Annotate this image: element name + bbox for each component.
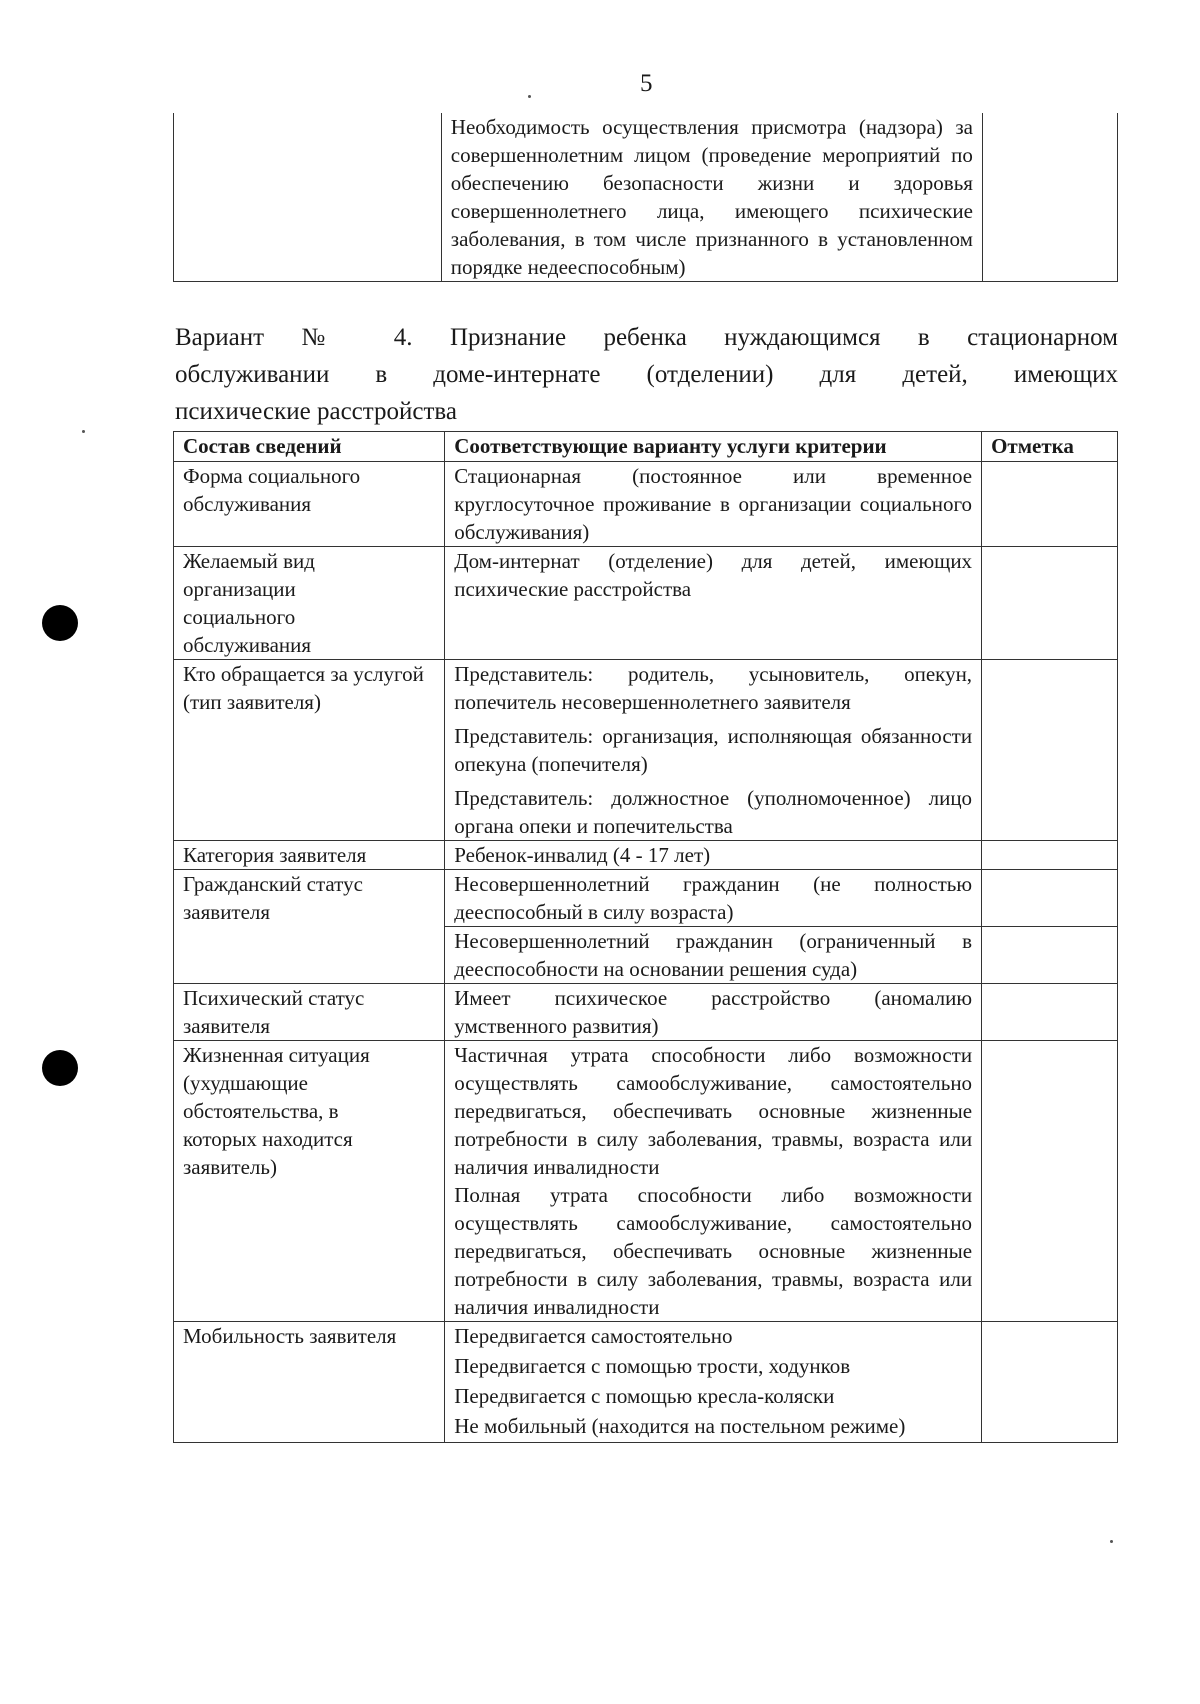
criteria-item: Передвигается самостоятельно [454, 1324, 733, 1348]
criteria-cell: Имеет психическое расстройство (аномалию умственного развития) [445, 984, 982, 1041]
punch-hole-top [42, 605, 78, 641]
row-label: Жизненная ситуация (ухудшающие обстоятельства, в которых находится заявитель) [174, 1041, 445, 1322]
mark-cell [982, 927, 1118, 984]
row-label: Мобильность заявителя [174, 1322, 445, 1443]
table-row [174, 841, 1118, 870]
variant-heading-line: Вариант № 4. Признание ребенка нуждающимся в стационарном [175, 324, 1118, 351]
row-label: Гражданский статус заявителя [174, 870, 445, 984]
criteria-cell [445, 1041, 982, 1322]
mark-cell [982, 841, 1118, 870]
criteria-item: Полная утрата способности либо возможности осуществлять самообслуживание, самостоятельно передвигаться, обеспечивать основные жизненные потребности в силу заболевания, травмы, возраста или наличия инвалидности [454, 1183, 973, 1319]
scan-speck [1110, 1540, 1113, 1543]
mark-cell [982, 1041, 1118, 1322]
variant-heading [175, 319, 1118, 430]
criteria-item: Представитель: организация, исполняющая обязанности опекуна (попечителя) [454, 724, 973, 776]
criteria-cell [445, 1322, 982, 1443]
row-label: Форма социального обслуживания [174, 462, 445, 547]
mark-cell [982, 660, 1118, 841]
table-row [174, 984, 1118, 1041]
criteria-cell: Дом-интернат (отделение) для детей, имеющих психические расстройства [445, 547, 982, 660]
table-row [174, 870, 1118, 927]
criteria-cell: Необходимость осуществления присмотра (надзора) за совершеннолетним лицом (проведение мероприятий по обеспечению безопасности жизни и здоровья совершеннолетнего лица, имеющего психические заболевания, в том числе признанного в установленном порядке недееспособным) [441, 113, 982, 282]
table-row [174, 113, 1118, 282]
criteria-cell [445, 660, 982, 841]
column-header-criteria: Соответствующие варианту услуги критерии [445, 432, 982, 462]
table-row [174, 547, 1118, 660]
criteria-cell: Ребенок-инвалид (4 - 17 лет) [445, 841, 982, 870]
mark-cell [982, 1322, 1118, 1443]
row-label: Кто обращается за услугой (тип заявителя) [174, 660, 445, 841]
criteria-item: Представитель: родитель, усыновитель, опекун, попечитель несовершеннолетнего заявителя [454, 662, 973, 714]
punch-hole-bottom [42, 1050, 78, 1086]
criteria-item: Частичная утрата способности либо возможности осуществлять самообслуживание, самостоятельно передвигаться, обеспечивать основные жизненные потребности в силу заболевания, травмы, возраста или наличия инвалидности [454, 1043, 973, 1179]
table-header-row [174, 432, 1118, 462]
mark-cell [982, 113, 1117, 282]
criteria-item: Представитель: должностное (уполномоченное) лицо органа опеки и попечительства [454, 786, 973, 838]
variant-heading-line: обслуживании в доме-интернате (отделении) для детей, имеющих [175, 361, 1118, 388]
page-number: 5 [640, 70, 653, 97]
criteria-cell: Несовершеннолетний гражданин (не полностью дееспособный в силу возраста) [445, 870, 982, 927]
mark-cell [982, 984, 1118, 1041]
empty-label-cell [174, 113, 442, 282]
mark-cell [982, 462, 1118, 547]
criteria-item: Передвигается с помощью трости, ходунков [454, 1354, 851, 1378]
mark-cell [982, 870, 1118, 927]
continuation-table [173, 113, 1118, 282]
criteria-item: Не мобильный (находится на постельном режиме) [454, 1414, 906, 1438]
scan-speck [528, 95, 531, 98]
criteria-cell: Несовершеннолетний гражданин (ограниченный в дееспособности на основании решения суда) [445, 927, 982, 984]
table-row [174, 660, 1118, 841]
row-label: Психический статус заявителя [174, 984, 445, 1041]
column-header-mark: Отметка [982, 432, 1118, 462]
row-label: Категория заявителя [174, 841, 445, 870]
variant-heading-line: психические расстройства [175, 398, 457, 425]
mark-cell [982, 547, 1118, 660]
scan-speck [82, 430, 85, 433]
criteria-cell: Стационарная (постоянное или временное круглосуточное проживание в организации социального обслуживания) [445, 462, 982, 547]
criteria-table [173, 431, 1118, 1443]
row-label: Желаемый вид организации социального обслуживания [174, 547, 445, 660]
table-row [174, 1322, 1118, 1443]
column-header-composition: Состав сведений [174, 432, 445, 462]
table-row [174, 1041, 1118, 1322]
table-row [174, 462, 1118, 547]
criteria-item: Передвигается с помощью кресла-коляски [454, 1384, 835, 1408]
